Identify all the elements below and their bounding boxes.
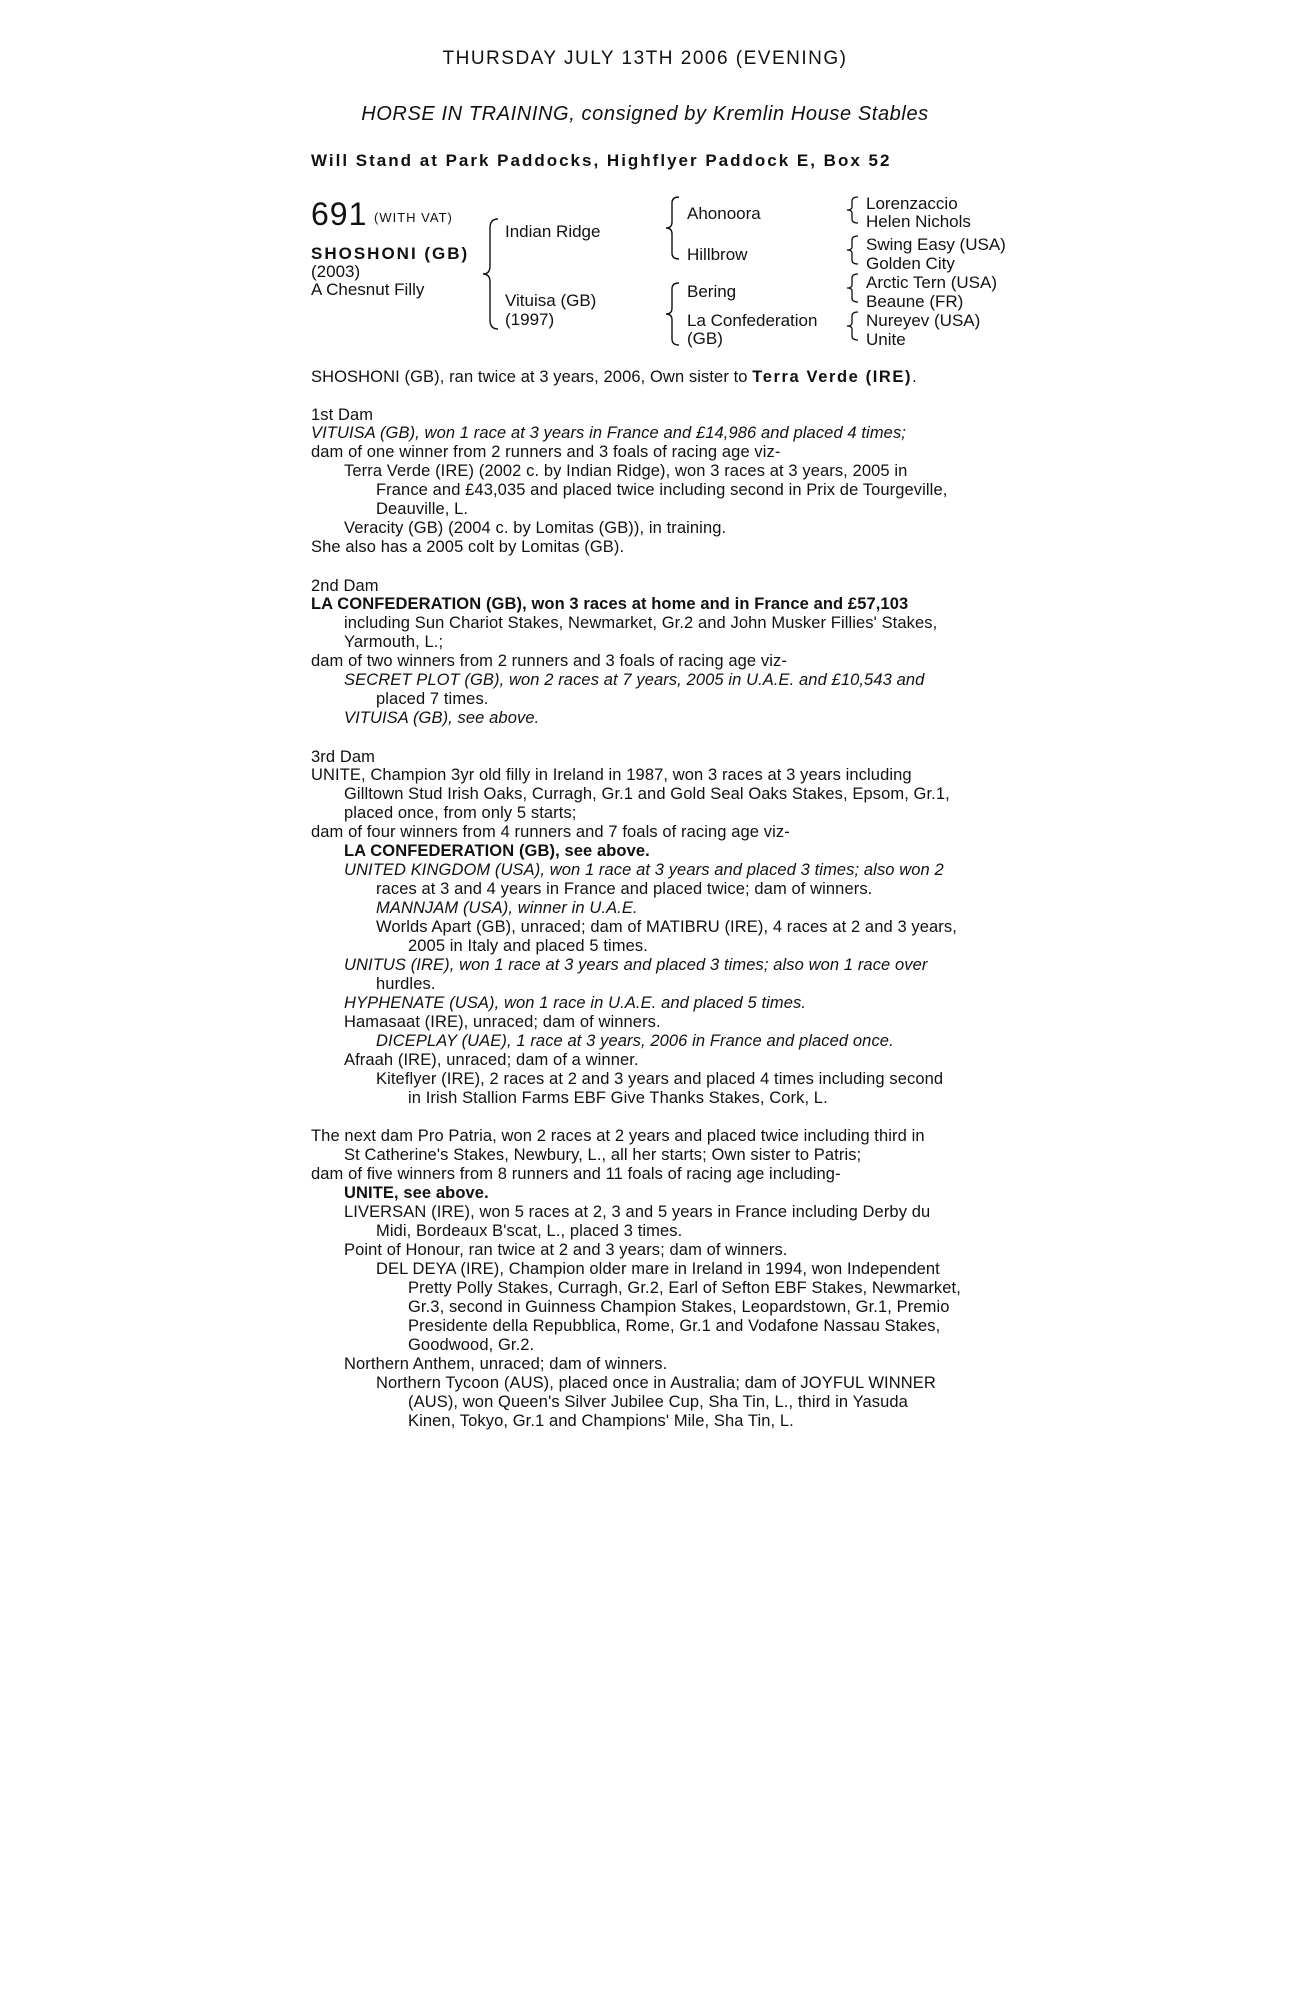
next-dam-line: UNITE, see above.	[344, 1184, 489, 1202]
next-dam-line: dam of five winners from 8 runners and 11 foals of racing age including-	[311, 1165, 841, 1183]
dam1-line: France and £43,035 and placed twice including second in Prix de Tourgeville,	[376, 481, 948, 499]
dam1-line: dam of one winner from 2 runners and 3 foals of racing age viz-	[311, 443, 781, 461]
dam-name: Vituisa (GB)	[505, 291, 597, 310]
ancestor-sdd: Golden City	[866, 254, 955, 273]
intro-line	[311, 368, 917, 387]
dam2-heading: 2nd Dam	[311, 577, 379, 595]
dam-sire: Bering	[687, 282, 737, 301]
sire-sire: Ahonoora	[687, 204, 761, 223]
dam2-line: SECRET PLOT (GB), won 2 races at 7 years, 2005 in U.A.E. and £10,543 and	[344, 671, 925, 689]
dam3-line: Afraah (IRE), unraced; dam of a winner.	[344, 1051, 639, 1069]
dam3-line: UNITE, Champion 3yr old filly in Ireland in 1987, won 3 races at 3 years including	[311, 766, 912, 784]
next-dam-line: Kinen, Tokyo, Gr.1 and Champions' Mile, Sha Tin, L.	[408, 1412, 794, 1430]
ancestor-ssd: Helen Nichols	[866, 212, 971, 231]
lot-number: 691	[311, 196, 368, 232]
dam1-line: She also has a 2005 colt by Lomitas (GB).	[311, 538, 625, 556]
pedigree-brace-5	[846, 235, 860, 265]
dam3-line: races at 3 and 4 years in France and placed twice; dam of winners.	[376, 880, 873, 898]
pedigree-brace-1	[482, 218, 500, 330]
dam2-line: Yarmouth, L.;	[344, 633, 444, 651]
ancestor-dsd: Beaune (FR)	[866, 292, 964, 311]
dam2-line: including Sun Chariot Stakes, Newmarket, Gr.2 and John Musker Fillies' Stakes,	[344, 614, 938, 632]
next-dam-line: (AUS), won Queen's Silver Jubilee Cup, Sha Tin, L., third in Yasuda	[408, 1393, 908, 1411]
dam3-heading: 3rd Dam	[311, 748, 375, 766]
ancestor-sds: Swing Easy (USA)	[866, 235, 1006, 254]
dam3-line: DICEPLAY (UAE), 1 race at 3 years, 2006 in France and placed once.	[376, 1032, 894, 1050]
dam2-line: LA CONFEDERATION (GB), won 3 races at home and in France and £57,103	[311, 595, 909, 613]
dam-dam-suffix: (GB)	[687, 329, 723, 348]
intro-bold: Terra Verde (IRE)	[752, 368, 913, 386]
next-dam-line: The next dam Pro Patria, won 2 races at 2 years and placed twice including third in	[311, 1127, 925, 1145]
next-dam-line: DEL DEYA (IRE), Champion older mare in Ireland in 1994, won Independent	[376, 1260, 940, 1278]
dam1-line: Terra Verde (IRE) (2002 c. by Indian Ridge), won 3 races at 3 years, 2005 in	[344, 462, 908, 480]
next-dam-line: Point of Honour, ran twice at 2 and 3 years; dam of winners.	[344, 1241, 788, 1259]
sale-date-heading: THURSDAY JULY 13TH 2006 (EVENING)	[442, 48, 848, 69]
horse-year: (2003)	[311, 262, 361, 281]
dam3-line: MANNJAM (USA), winner in U.A.E.	[376, 899, 638, 917]
dam2-line: VITUISA (GB), see above.	[344, 709, 540, 727]
next-dam-line: Midi, Bordeaux B'scat, L., placed 3 times.	[376, 1222, 683, 1240]
dam3-line: UNITED KINGDOM (USA), won 1 race at 3 years and placed 3 times; also won 2	[344, 861, 944, 879]
dam3-line: dam of four winners from 4 runners and 7 foals of racing age viz-	[311, 823, 790, 841]
consignor-line: HORSE IN TRAINING, consigned by Kremlin House Stables	[361, 103, 929, 125]
dam3-line: hurdles.	[376, 975, 436, 993]
dam3-line: LA CONFEDERATION (GB), see above.	[344, 842, 650, 860]
next-dam-line: Goodwood, Gr.2.	[408, 1336, 535, 1354]
dam3-line: Kiteflyer (IRE), 2 races at 2 and 3 years and placed 4 times including second	[376, 1070, 944, 1088]
intro-end: .	[912, 368, 917, 386]
dam3-line: Gilltown Stud Irish Oaks, Curragh, Gr.1 and Gold Seal Oaks Stakes, Epsom, Gr.1,	[344, 785, 950, 803]
ancestor-sss: Lorenzaccio	[866, 194, 958, 213]
dam-year: (1997)	[505, 310, 555, 329]
dam3-line: Hamasaat (IRE), unraced; dam of winners.	[344, 1013, 661, 1031]
horse-name: SHOSHONI (GB)	[311, 244, 470, 263]
dam3-line: placed once, from only 5 starts;	[344, 804, 577, 822]
dam2-line: dam of two winners from 2 runners and 3 foals of racing age viz-	[311, 652, 787, 670]
sire-name: Indian Ridge	[505, 222, 601, 241]
dam3-line: Worlds Apart (GB), unraced; dam of MATIBRU (IRE), 4 races at 2 and 3 years,	[376, 918, 957, 936]
dam3-line: HYPHENATE (USA), won 1 race in U.A.E. and placed 5 times.	[344, 994, 807, 1012]
ancestor-ddd: Unite	[866, 330, 906, 349]
sire-dam: Hillbrow	[687, 245, 748, 264]
dam1-line: Veracity (GB) (2004 c. by Lomitas (GB)), in training.	[344, 519, 727, 537]
pedigree-brace-2	[665, 196, 681, 260]
next-dam-line: LIVERSAN (IRE), won 5 races at 2, 3 and 5 years in France including Derby du	[344, 1203, 931, 1221]
next-dam-line: Presidente della Repubblica, Rome, Gr.1 and Vodafone Nassau Stakes,	[408, 1317, 941, 1335]
dam1-line: Deauville, L.	[376, 500, 469, 518]
dam2-line: placed 7 times.	[376, 690, 489, 708]
pedigree-brace-6	[846, 273, 860, 303]
pedigree-brace-7	[846, 311, 860, 341]
next-dam-line: Northern Anthem, unraced; dam of winners.	[344, 1355, 668, 1373]
dam1-heading: 1st Dam	[311, 406, 374, 424]
dam3-line: in Irish Stallion Farms EBF Give Thanks Stakes, Cork, L.	[408, 1089, 828, 1107]
horse-description: A Chesnut Filly	[311, 280, 425, 299]
ancestor-dss: Arctic Tern (USA)	[866, 273, 997, 292]
intro-text: SHOSHONI (GB), ran twice at 3 years, 2006, Own sister to	[311, 368, 753, 386]
stand-location: Will Stand at Park Paddocks, Highflyer Paddock E, Box 52	[311, 151, 892, 170]
next-dam-line: Gr.3, second in Guinness Champion Stakes, Leopardstown, Gr.1, Premio	[408, 1298, 950, 1316]
next-dam-line: Northern Tycoon (AUS), placed once in Australia; dam of JOYFUL WINNER	[376, 1374, 936, 1392]
next-dam-line: Pretty Polly Stakes, Curragh, Gr.2, Earl of Sefton EBF Stakes, Newmarket,	[408, 1279, 961, 1297]
pedigree-brace-4	[846, 196, 860, 224]
next-dam-line: St Catherine's Stakes, Newbury, L., all her starts; Own sister to Patris;	[344, 1146, 862, 1164]
vat-note: (WITH VAT)	[374, 210, 453, 225]
dam-dam: La Confederation	[687, 311, 818, 330]
dam1-line: VITUISA (GB), won 1 race at 3 years in France and £14,986 and placed 4 times;	[311, 424, 906, 442]
dam3-line: 2005 in Italy and placed 5 times.	[408, 937, 648, 955]
pedigree-brace-3	[665, 282, 681, 346]
dam3-line: UNITUS (IRE), won 1 race at 3 years and placed 3 times; also won 1 race over	[344, 956, 928, 974]
ancestor-dds: Nureyev (USA)	[866, 311, 981, 330]
